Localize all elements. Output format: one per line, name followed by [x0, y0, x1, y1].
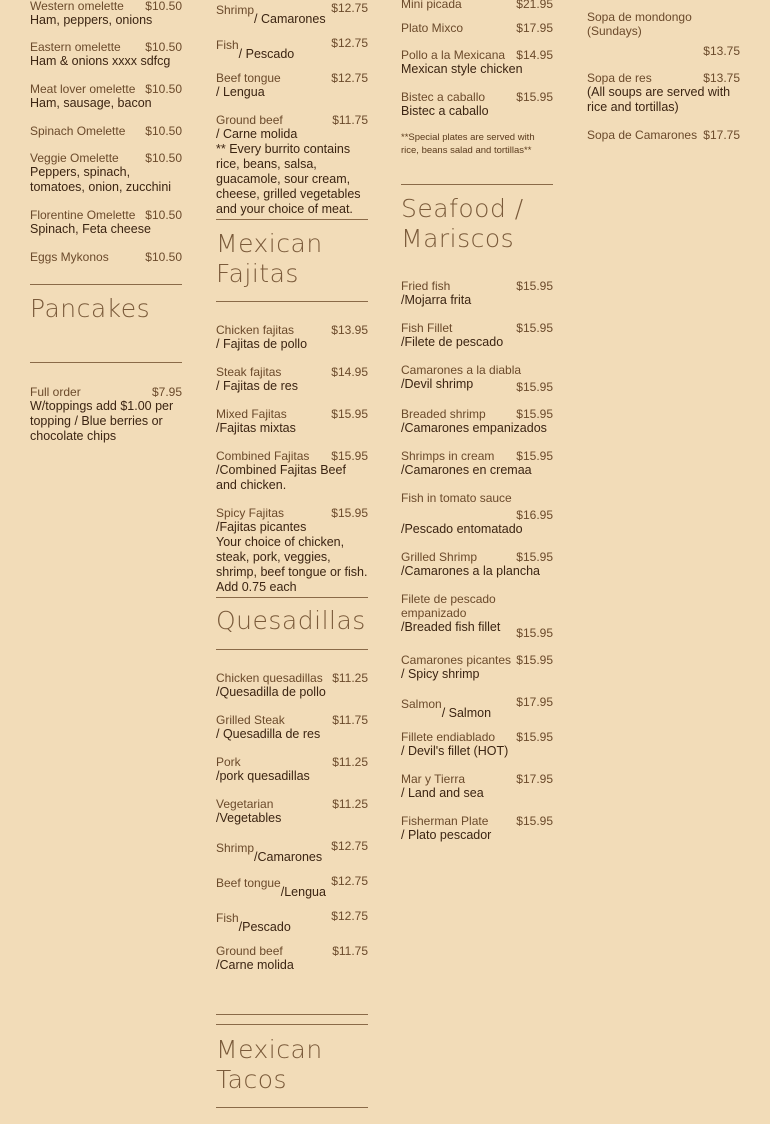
item-name: Shrimp [216, 3, 255, 17]
item-description: Ham & onions xxxx sdfcg [30, 54, 171, 68]
item-description: / Lengua [216, 85, 265, 99]
menu-item [30, 124, 182, 138]
item-description: (All soups are served with rice and tortillas) [587, 85, 731, 114]
menu-item [216, 71, 368, 100]
item-description: /Pescado [238, 920, 291, 934]
divider [216, 1107, 368, 1108]
item-price: $15.95 [516, 407, 553, 421]
menu-item [216, 36, 368, 61]
divider [216, 1024, 368, 1025]
item-description: / Salmon [441, 706, 492, 720]
item-name: Pollo a la Mexicana [401, 48, 506, 62]
item-price: $12.75 [331, 909, 368, 923]
item-name: Meat lover omelette [30, 82, 136, 96]
item-name: Florentine Omelette [30, 208, 136, 222]
item-name: Western omelette [30, 0, 124, 13]
item-price: $17.95 [516, 772, 553, 786]
menu-item [216, 1, 368, 26]
item-description: / Land and sea [401, 786, 484, 800]
item-description: /Fajitas mixtas [216, 421, 296, 435]
item-price: $11.75 [332, 113, 368, 127]
item-description: / Devil's fillet (HOT) [401, 744, 509, 758]
item-name: Chicken quesadillas [216, 671, 323, 685]
item-name: Steak fajitas [216, 365, 282, 379]
item-description: /Camarones en cremaa [401, 463, 532, 477]
item-name: Spicy Fajitas [216, 506, 285, 520]
item-name: Bistec a caballo [401, 90, 486, 104]
menu-item [401, 0, 553, 11]
menu-item [216, 506, 368, 595]
item-price: $11.25 [332, 755, 368, 769]
item-description: / Camarones [254, 12, 326, 26]
item-description: / Pescado [238, 47, 295, 61]
item-description: Ham, sausage, bacon [30, 96, 152, 110]
item-price: $15.95 [516, 321, 553, 335]
item-name: Fried fish [401, 279, 451, 293]
item-description: W/toppings add $1.00 per topping / Blue berries or chocolate chips [30, 399, 174, 443]
section-heading-pancakes: Pancakes [30, 294, 151, 323]
menu-item [30, 208, 182, 237]
menu-item [216, 323, 368, 352]
item-price: $12.75 [331, 839, 368, 853]
item-price: $10.50 [145, 82, 182, 96]
item-name: Fish [216, 38, 239, 52]
item-name: Full order [30, 385, 81, 399]
item-price: $12.75 [331, 1, 368, 15]
item-name: Beef tongue [216, 71, 281, 85]
item-name: Filete de pescado empanizado [401, 592, 496, 620]
item-name: Salmon [401, 697, 442, 711]
item-price: $16.95 [516, 508, 553, 522]
menu-item [216, 407, 368, 436]
menu-item [587, 128, 740, 142]
item-name: Fish Fillet [401, 321, 453, 335]
menu-item [401, 730, 553, 759]
item-price: $17.95 [516, 695, 553, 709]
menu-item [216, 944, 368, 973]
item-description: /Carne molida [216, 958, 294, 972]
item-price: $15.95 [516, 814, 553, 828]
item-name: Beef tongue [216, 876, 281, 890]
menu-item [401, 653, 553, 682]
item-name: Camarones picantes [401, 653, 512, 667]
item-description: /Camarones empanizados [401, 421, 547, 435]
item-description: / Quesadilla de res [216, 727, 321, 741]
specials-note: **Special plates are served with rice, beans salad and tortillas** [401, 132, 535, 156]
item-description: /Mojarra frita [401, 293, 472, 307]
item-price: $10.50 [145, 208, 182, 222]
menu-item [401, 90, 553, 119]
menu-item [216, 755, 368, 784]
item-description: /Filete de pescado [401, 335, 504, 349]
item-description: Bistec a caballo [401, 104, 489, 118]
item-price: $11.25 [332, 797, 368, 811]
divider [401, 184, 553, 185]
section-heading-fajitas: Mexican Fajitas [216, 229, 323, 288]
menu-item [216, 713, 368, 742]
section-heading-quesadillas: Quesadillas [216, 606, 366, 635]
divider [30, 284, 182, 285]
item-price: $17.75 [703, 128, 740, 142]
menu-item [401, 21, 553, 35]
item-price: $12.75 [331, 71, 368, 85]
menu-item [216, 909, 368, 934]
section-heading-seafood: Seafood / Mariscos [401, 194, 524, 253]
menu-item [401, 491, 553, 537]
item-price: $10.50 [145, 40, 182, 54]
item-name: Grilled Shrimp [401, 550, 478, 564]
item-description: / Fajitas de pollo [216, 337, 308, 351]
item-description: Peppers, spinach, tomatoes, onion, zucchini [30, 165, 172, 194]
item-name: Vegetarian [216, 797, 274, 811]
item-description: / Plato pescador [401, 828, 492, 842]
item-name: Breaded shrimp [401, 407, 486, 421]
item-price: $13.75 [703, 71, 740, 85]
item-price: $15.95 [516, 626, 553, 640]
divider [216, 219, 368, 220]
item-name: Sopa de res [587, 71, 652, 85]
item-description: Ham, peppers, onions [30, 13, 153, 27]
item-name: Eastern omelette [30, 40, 121, 54]
menu-item [216, 671, 368, 700]
menu-item [401, 695, 553, 720]
menu-item [401, 772, 553, 801]
item-name: Ground beef [216, 944, 283, 958]
item-name: Mar y Tierra [401, 772, 466, 786]
item-price: $15.95 [516, 279, 553, 293]
item-name: Sopa de Camarones [587, 128, 698, 142]
menu-item [216, 449, 368, 493]
menu-item [401, 550, 553, 579]
item-description: / Carne molida ** Every burrito contains rice, beans, salsa, guacamole, sour cream, cheese, grilled vegetables and your choice of meat. [216, 127, 361, 216]
item-description: /Devil shrimp [401, 377, 474, 391]
item-description: /Quesadilla de pollo [216, 685, 326, 699]
item-name: Mixed Fajitas [216, 407, 287, 421]
item-price: $15.95 [516, 730, 553, 744]
item-name: Sopa de mondongo (Sundays) [587, 10, 692, 38]
divider [30, 362, 182, 363]
item-description: /Lengua [280, 885, 326, 899]
item-price: $15.95 [331, 506, 368, 520]
item-price: $12.75 [331, 874, 368, 888]
menu-item [401, 592, 553, 640]
item-price: $14.95 [516, 48, 553, 62]
menu-item [216, 113, 368, 217]
menu-item [401, 449, 553, 478]
item-name: Combined Fajitas [216, 449, 310, 463]
divider [216, 649, 368, 650]
menu-item [30, 82, 182, 111]
item-name: Plato Mixco [401, 21, 464, 35]
item-name: Fish in tomato sauce [401, 491, 512, 505]
divider [216, 1014, 368, 1015]
menu-item [30, 151, 182, 195]
menu-item [401, 279, 553, 308]
item-price: $21.95 [516, 0, 553, 11]
item-price: $15.95 [516, 90, 553, 104]
item-name: Chicken fajitas [216, 323, 295, 337]
menu-item [401, 407, 553, 436]
item-description: /Combined Fajitas Beef and chicken. [216, 463, 346, 492]
section-heading-tacos: Mexican Tacos [216, 1035, 323, 1094]
menu-item [216, 797, 368, 826]
menu-item [30, 385, 182, 444]
menu-item [216, 874, 368, 899]
item-price: $7.95 [151, 385, 182, 399]
item-name: Shrimps in cream [401, 449, 495, 463]
item-description: /Pescado entomatado [401, 522, 523, 536]
item-description: /Camarones a la plancha [401, 564, 540, 578]
menu-item [401, 363, 553, 392]
item-description: /Fajitas picantes Your choice of chicken, steak, pork, veggies, shrimp, beef tongue or fish. Add 0.75 each [216, 520, 368, 594]
menu-item [401, 321, 553, 350]
item-price: $15.95 [516, 449, 553, 463]
menu-item [216, 365, 368, 394]
item-name: Spinach Omelette [30, 124, 126, 138]
item-name: Fish [216, 911, 239, 925]
item-description: / Fajitas de res [216, 379, 298, 393]
menu-item [30, 0, 182, 28]
item-price: $15.95 [331, 407, 368, 421]
item-price: $15.95 [516, 550, 553, 564]
item-name: Eggs Mykonos [30, 250, 109, 264]
item-price: $10.50 [145, 250, 182, 264]
item-description: /Camarones [254, 850, 323, 864]
item-price: $13.95 [331, 323, 368, 337]
item-description: Mexican style chicken [401, 62, 523, 76]
divider [216, 597, 368, 598]
item-price: $11.25 [332, 671, 368, 685]
menu-item [587, 71, 740, 115]
item-price: $13.75 [703, 44, 740, 58]
item-name: Veggie Omelette [30, 151, 119, 165]
menu-item [401, 814, 553, 843]
menu-item [216, 839, 368, 864]
item-name: Shrimp [216, 841, 255, 855]
item-description: / Spicy shrimp [401, 667, 480, 681]
item-price: $10.50 [145, 124, 182, 138]
item-price: $12.75 [331, 36, 368, 50]
item-name: Grilled Steak [216, 713, 285, 727]
item-name: Mini picada [401, 0, 462, 11]
item-price: $10.50 [145, 0, 182, 13]
menu-item [30, 40, 182, 69]
item-description: /pork quesadillas [216, 769, 310, 783]
item-price: $17.95 [516, 21, 553, 35]
item-description: /Vegetables [216, 811, 282, 825]
item-price: $15.95 [516, 653, 553, 667]
item-description: Spinach, Feta cheese [30, 222, 151, 236]
item-price: $10.50 [145, 151, 182, 165]
item-name: Ground beef [216, 113, 283, 127]
item-price: $15.95 [516, 380, 553, 394]
item-price: $11.75 [332, 944, 368, 958]
item-description: /Breaded fish fillet [401, 620, 501, 634]
menu-item [587, 10, 740, 58]
item-price: $14.95 [331, 365, 368, 379]
item-name: Fisherman Plate [401, 814, 489, 828]
item-name: Pork [216, 755, 241, 769]
divider [216, 301, 368, 302]
item-name: Fillete endiablado [401, 730, 496, 744]
menu-item [401, 48, 553, 77]
item-price: $15.95 [331, 449, 368, 463]
item-name: Camarones a la diabla [401, 363, 522, 377]
menu-item [30, 250, 182, 264]
item-price: $11.75 [332, 713, 368, 727]
